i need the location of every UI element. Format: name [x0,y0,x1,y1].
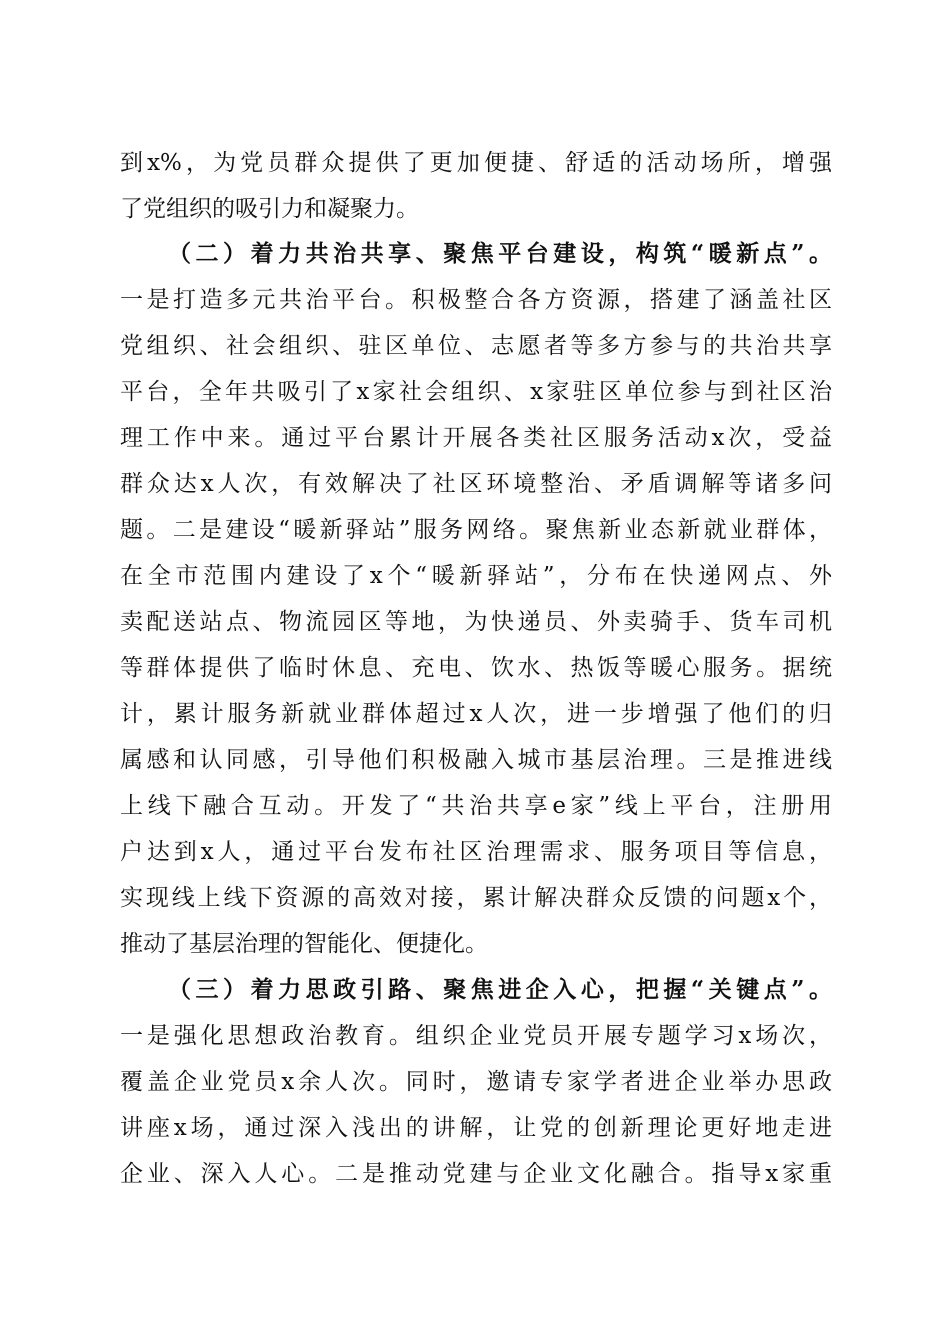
body-text-line: 党组织、社会组织、驻区单位、志愿者等多方参与的共治共享 [120,333,832,359]
body-text-line: 企业、深入人心。二是推动党建与企业文化融合。指导x家重 [120,1161,832,1187]
body-text-line: 群众达x人次，有效解决了社区环境整治、矛盾调解等诸多问 [120,471,832,497]
section-heading-2: （二）着力共治共享、聚焦平台建设，构筑“暖新点”。 [168,240,832,267]
body-text-line: 一是打造多元共治平台。积极整合各方资源，搭建了涵盖社区 [120,287,832,313]
body-text-line: 等群体提供了临时休息、充电、饮水、热饭等暖心服务。据统 [120,655,832,681]
body-text-line: 一是强化思想政治教育。组织企业党员开展专题学习x场次， [120,1023,832,1049]
body-text-line: 到x%，为党员群众提供了更加便捷、舒适的活动场所，增强 [120,150,832,176]
body-text-line: 覆盖企业党员x余人次。同时，邀请专家学者进企业举办思政 [120,1069,832,1095]
body-text-line: 理工作中来。通过平台累计开展各类社区服务活动x次，受益 [120,425,832,451]
body-text-line: 平台，全年共吸引了x家社会组织、x家驻区单位参与到社区治 [120,379,832,405]
body-text-line: 户达到x人，通过平台发布社区治理需求、服务项目等信息， [120,839,832,865]
body-text-line: 实现线上线下资源的高效对接，累计解决群众反馈的问题x个， [120,885,832,911]
body-text-line: 题。二是建设“暖新驿站”服务网络。聚焦新业态新就业群体， [120,517,832,543]
body-text-line: 讲座x场，通过深入浅出的讲解，让党的创新理论更好地走进 [120,1115,832,1141]
body-text-line: 计，累计服务新就业群体超过x人次，进一步增强了他们的归 [120,701,832,727]
body-text-line: 在全市范围内建设了x个“暖新驿站”，分布在快递网点、外 [120,563,832,589]
body-text-line: 推动了基层治理的智能化、便捷化。 [120,931,488,957]
body-text-line: 上线下融合互动。开发了“共治共享e家”线上平台，注册用 [120,793,832,819]
body-text-line: 了党组织的吸引力和凝聚力。 [120,196,419,222]
body-text-line: 属感和认同感，引导他们积极融入城市基层治理。三是推进线 [120,747,832,773]
body-text-line: 卖配送站点、物流园区等地，为快递员、外卖骑手、货车司机 [120,609,832,635]
section-heading-3: （三）着力思政引路、聚焦进企入心，把握“关键点”。 [168,976,832,1003]
